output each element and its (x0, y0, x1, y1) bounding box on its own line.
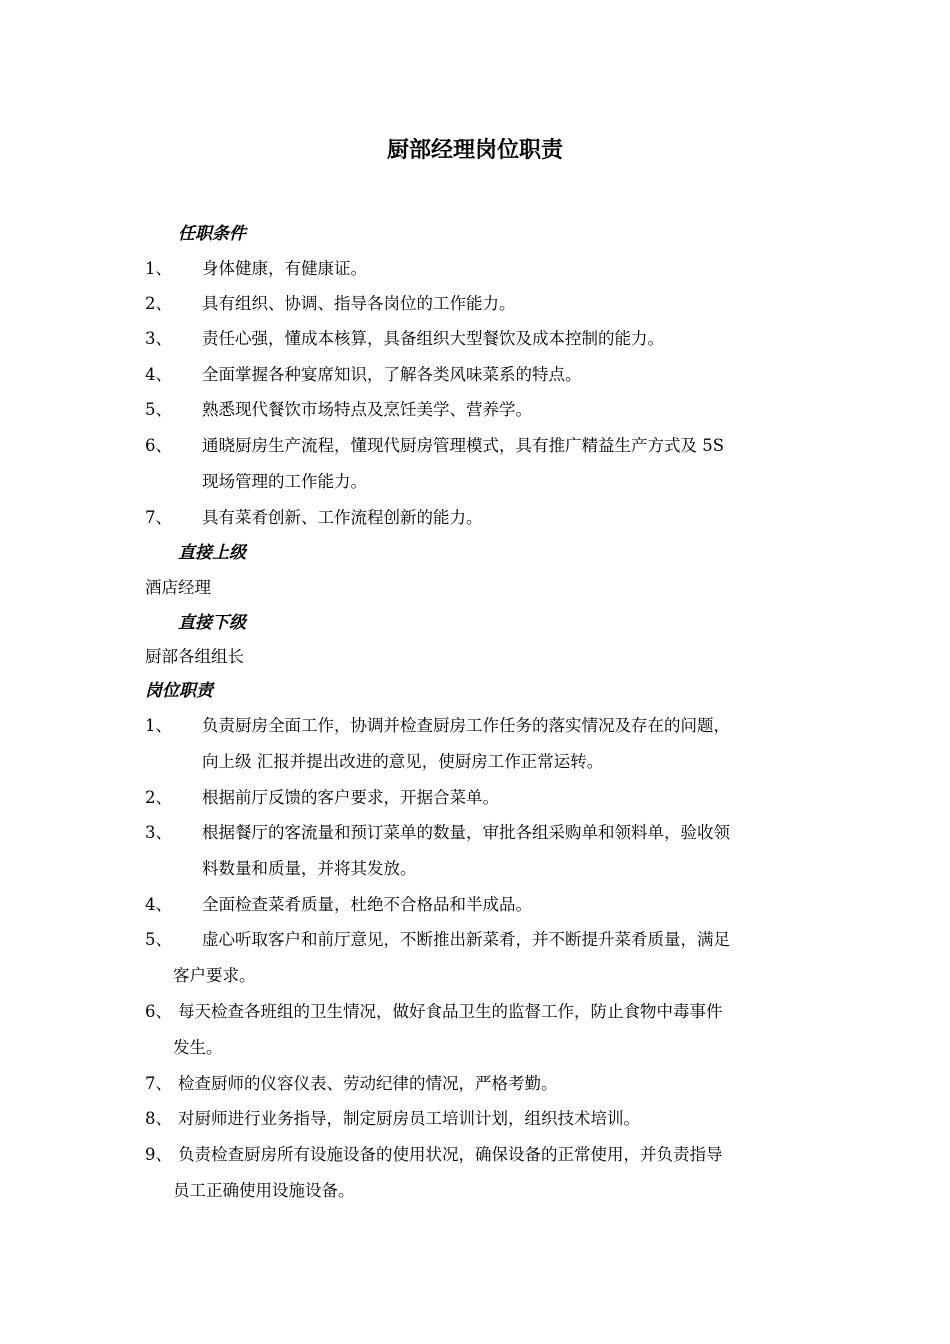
item-text: 具有组织、协调、指导各岗位的工作能力。 (202, 294, 516, 313)
item-text: 对厨师进行业务指导，制定厨房员工培训计划，组织技术培训。 (178, 1109, 640, 1128)
superior-heading: 直接上级 (178, 543, 246, 563)
item-number: 7、 (145, 508, 172, 527)
item-text: 根据餐厅的客流量和预订菜单的数量，审批各组采购单和领料单，验收领 (202, 823, 730, 842)
item-number: 3、 (145, 823, 172, 842)
subordinate-heading: 直接下级 (178, 613, 246, 633)
item-number: 5、 (145, 930, 172, 949)
item-text-continued: 料数量和质量，并将其发放。 (202, 859, 417, 878)
item-text: 责任心强，懂成本核算，具备组织大型餐饮及成本控制的能力。 (202, 329, 664, 348)
item-text: 每天检查各班组的卫生情况，做好食品卫生的监督工作，防止食物中毒事件 (178, 1002, 723, 1021)
item-text-continued: 发生。 (173, 1038, 223, 1057)
item-text-continued: 客户要求。 (173, 966, 256, 985)
item-number: 2、 (145, 788, 172, 807)
item-text-continued: 向上级 汇报并提出改进的意见，使厨房工作正常运转。 (202, 752, 604, 771)
qualifications-heading: 任职条件 (178, 224, 246, 244)
item-number: 2、 (145, 294, 172, 313)
item-text-continued: 员工正确使用设施设备。 (173, 1181, 355, 1200)
superior-value: 酒店经理 (145, 578, 211, 597)
item-number: 5、 (145, 400, 172, 419)
subordinate-value: 厨部各组组长 (145, 647, 244, 666)
item-number: 1、 (145, 716, 172, 735)
item-text: 虚心听取客户和前厅意见，不断推出新菜肴，并不断提升菜肴质量，满足 (202, 930, 730, 949)
item-text: 全面检查菜肴质量，杜绝不合格品和半成品。 (202, 895, 532, 914)
item-text-continued: 现场管理的工作能力。 (202, 472, 367, 491)
item-text: 全面掌握各种宴席知识，了解各类风味菜系的特点。 (202, 365, 582, 384)
item-number: 4、 (145, 365, 172, 384)
item-number: 6、 (145, 1002, 172, 1021)
item-number: 6、 (145, 436, 172, 455)
item-text: 熟悉现代餐饮市场特点及烹饪美学、营养学。 (202, 400, 532, 419)
item-number: 9、 (145, 1145, 172, 1164)
item-number: 3、 (145, 329, 172, 348)
item-text: 负责厨房全面工作，协调并检查厨房工作任务的落实情况及存在的问题， (202, 716, 730, 735)
item-number: 1、 (145, 259, 172, 278)
item-number: 7、 (145, 1074, 172, 1093)
item-text: 负责检查厨房所有设施设备的使用状况，确保设备的正常使用，并负责指导 (178, 1145, 723, 1164)
item-text: 通晓厨房生产流程，懂现代厨房管理模式，具有推广精益生产方式及 5S (202, 436, 725, 455)
item-number: 4、 (145, 895, 172, 914)
item-text: 具有菜肴创新、工作流程创新的能力。 (202, 508, 483, 527)
item-text: 检查厨师的仪容仪表、劳动纪律的情况，严格考勤。 (178, 1074, 558, 1093)
item-number: 8、 (145, 1109, 172, 1128)
duties-heading: 岗位职责 (145, 681, 213, 701)
item-text: 根据前厅反馈的客户要求，开据合菜单。 (202, 788, 499, 807)
page-title: 厨部经理岗位职责 (386, 138, 563, 163)
item-text: 身体健康，有健康证。 (202, 259, 367, 278)
